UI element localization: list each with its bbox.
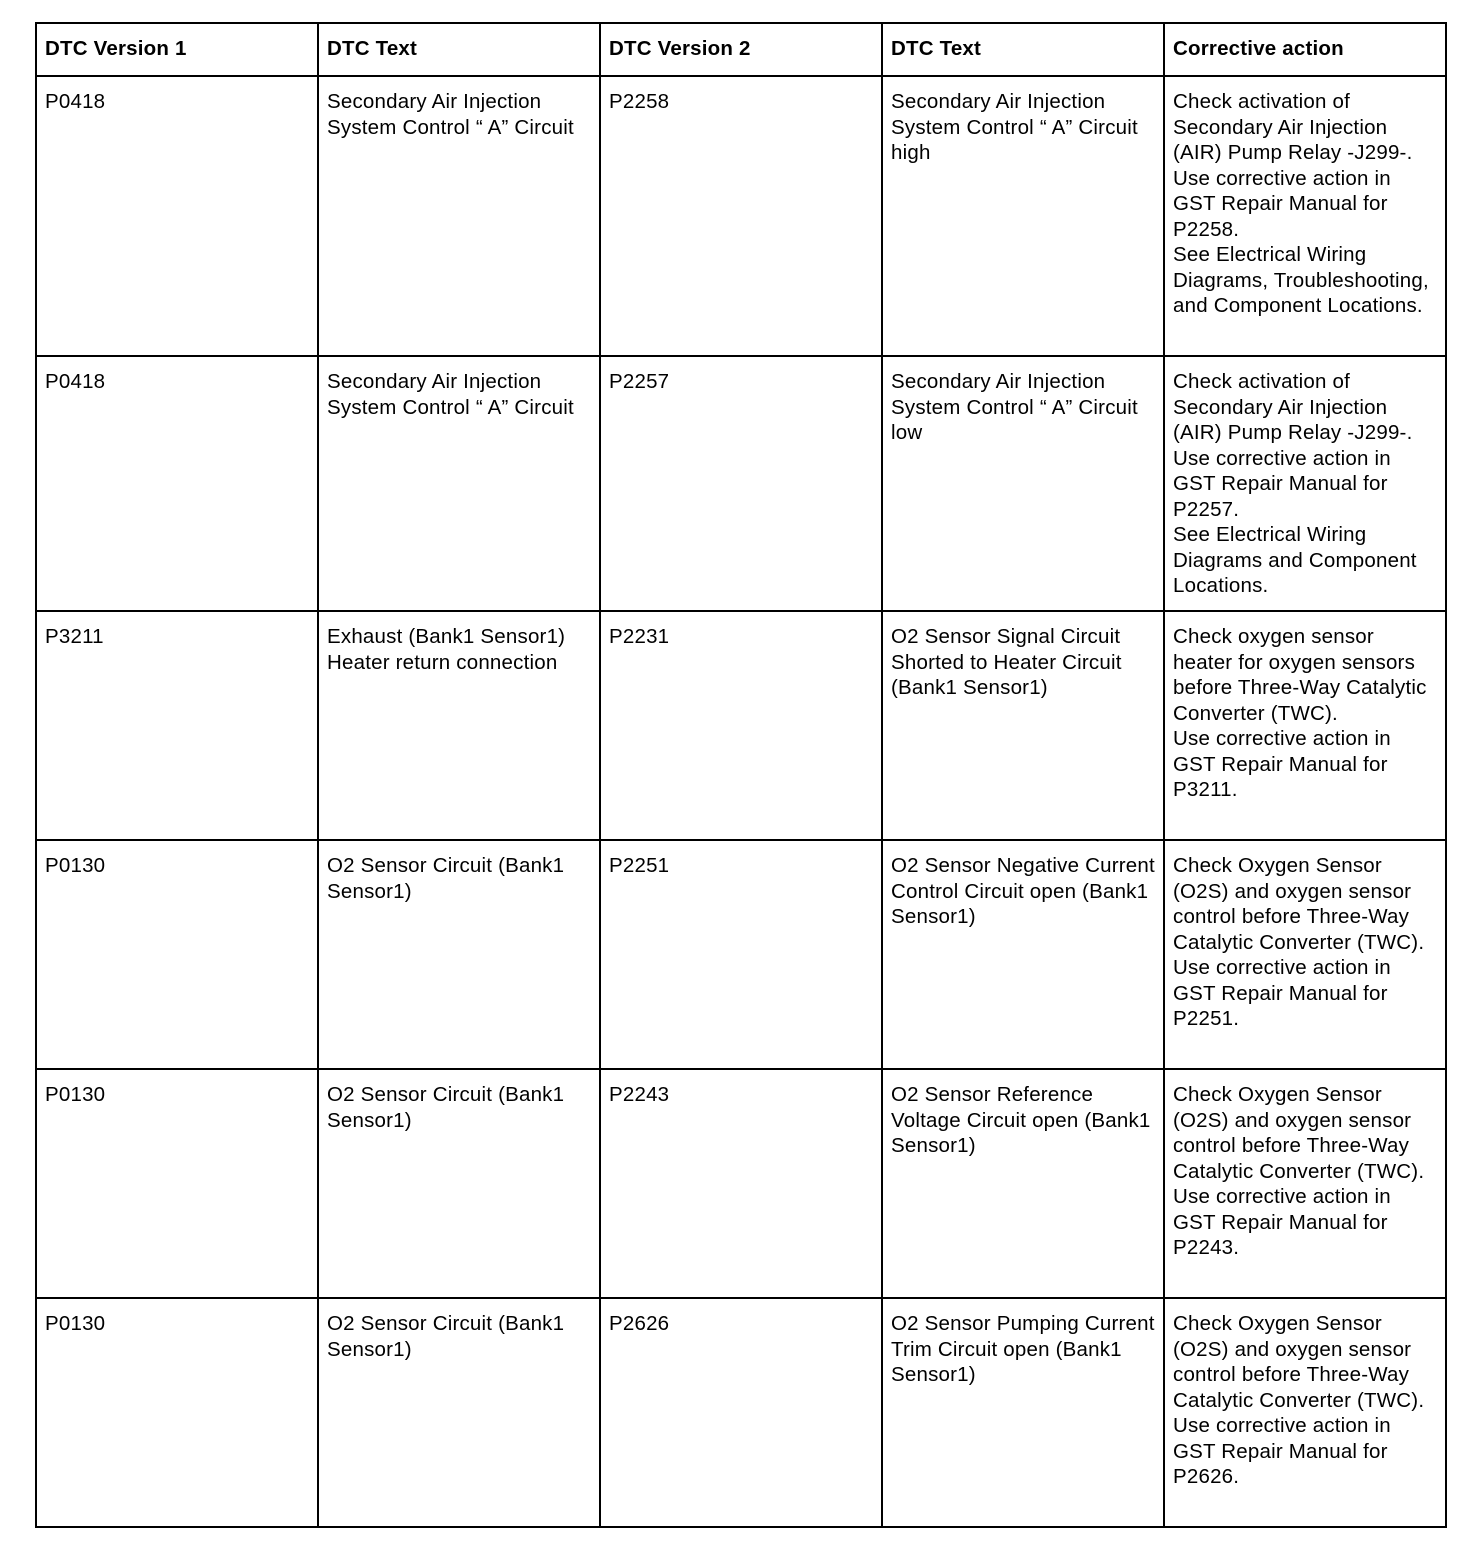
cell-dtc-version-2: P2257: [600, 356, 882, 611]
action-line: Check Oxygen Sensor (O2S) and oxygen sensor control before Three-Way Catalytic Converter (TWC).: [1173, 1083, 1425, 1183]
cell-dtc-text-1: O2 Sensor Circuit (Bank1 Sensor1): [318, 1069, 600, 1298]
cell-dtc-text-1: Secondary Air Injection System Control “ A” Circuit: [318, 76, 600, 356]
action-line: Check activation of Secondary Air Injection (AIR) Pump Relay -J299-.: [1173, 90, 1413, 164]
table-row: [36, 1298, 1446, 1527]
cell-corrective-action: [1164, 356, 1446, 611]
cell-dtc-text-2: Secondary Air Injection System Control “ A” Circuit high: [882, 76, 1164, 356]
cell-corrective-action: [1164, 1069, 1446, 1298]
cell-dtc-text-2: Secondary Air Injection System Control “ A” Circuit low: [882, 356, 1164, 611]
action-line: Use corrective action in GST Repair Manual for P2251.: [1173, 956, 1391, 1030]
cell-dtc-version-2: P2626: [600, 1298, 882, 1527]
action-line: See Electrical Wiring Diagrams and Component Locations.: [1173, 523, 1417, 597]
table-row: [36, 1069, 1446, 1298]
action-line: Check Oxygen Sensor (O2S) and oxygen sensor control before Three-Way Catalytic Converter (TWC).: [1173, 1312, 1425, 1412]
cell-dtc-version-1: P3211: [36, 611, 318, 840]
cell-corrective-action: [1164, 840, 1446, 1069]
cell-dtc-text-2: O2 Sensor Reference Voltage Circuit open (Bank1 Sensor1): [882, 1069, 1164, 1298]
dtc-table: [35, 22, 1447, 1528]
header-dtc-text-1: DTC Text: [318, 23, 600, 76]
action-line: Use corrective action in GST Repair Manual for P2258.: [1173, 166, 1391, 241]
action-line: Use corrective action in GST Repair Manual for P2243.: [1173, 1185, 1391, 1259]
action-line: Use corrective action in GST Repair Manual for P3211.: [1173, 727, 1391, 801]
table-row: [36, 611, 1446, 840]
cell-dtc-text-2: O2 Sensor Pumping Current Trim Circuit open (Bank1 Sensor1): [882, 1298, 1164, 1527]
cell-dtc-version-1: P0130: [36, 1069, 318, 1298]
cell-dtc-version-1: P0418: [36, 76, 318, 356]
action-line: Use corrective action in GST Repair Manual for P2626.: [1173, 1414, 1391, 1488]
table-header-row: [36, 23, 1446, 76]
action-line: Check oxygen sensor heater for oxygen sensors before Three-Way Catalytic Converter (TWC).: [1173, 625, 1427, 725]
cell-dtc-version-2: P2243: [600, 1069, 882, 1298]
cell-dtc-version-1: P0418: [36, 356, 318, 611]
header-dtc-version-1: DTC Version 1: [36, 23, 318, 76]
cell-dtc-text-1: O2 Sensor Circuit (Bank1 Sensor1): [318, 840, 600, 1069]
cell-dtc-text-1: Exhaust (Bank1 Sensor1) Heater return connection: [318, 611, 600, 840]
cell-dtc-text-1: Secondary Air Injection System Control “ A” Circuit: [318, 356, 600, 611]
table-row: [36, 76, 1446, 356]
action-line: Use corrective action in GST Repair Manual for P2257.: [1173, 446, 1391, 521]
header-dtc-version-2: DTC Version 2: [600, 23, 882, 76]
cell-dtc-text-2: O2 Sensor Negative Current Control Circuit open (Bank1 Sensor1): [882, 840, 1164, 1069]
cell-dtc-version-2: P2231: [600, 611, 882, 840]
cell-dtc-version-1: P0130: [36, 840, 318, 1069]
cell-dtc-version-2: P2258: [600, 76, 882, 356]
cell-dtc-version-2: P2251: [600, 840, 882, 1069]
cell-corrective-action: [1164, 76, 1446, 356]
action-line: Check Oxygen Sensor (O2S) and oxygen sensor control before Three-Way Catalytic Converter (TWC).: [1173, 854, 1425, 954]
table-row: [36, 356, 1446, 611]
cell-dtc-text-2: O2 Sensor Signal Circuit Shorted to Heater Circuit (Bank1 Sensor1): [882, 611, 1164, 840]
cell-corrective-action: [1164, 611, 1446, 840]
cell-dtc-text-1: O2 Sensor Circuit (Bank1 Sensor1): [318, 1298, 600, 1527]
header-dtc-text-2: DTC Text: [882, 23, 1164, 76]
header-corrective-action: Corrective action: [1164, 23, 1446, 76]
cell-corrective-action: [1164, 1298, 1446, 1527]
action-line: Check activation of Secondary Air Injection (AIR) Pump Relay -J299-.: [1173, 370, 1413, 444]
dtc-table-container: [35, 22, 1445, 1528]
action-line: See Electrical Wiring Diagrams, Troubleshooting, and Component Locations.: [1173, 243, 1429, 317]
table-row: [36, 840, 1446, 1069]
cell-dtc-version-1: P0130: [36, 1298, 318, 1527]
